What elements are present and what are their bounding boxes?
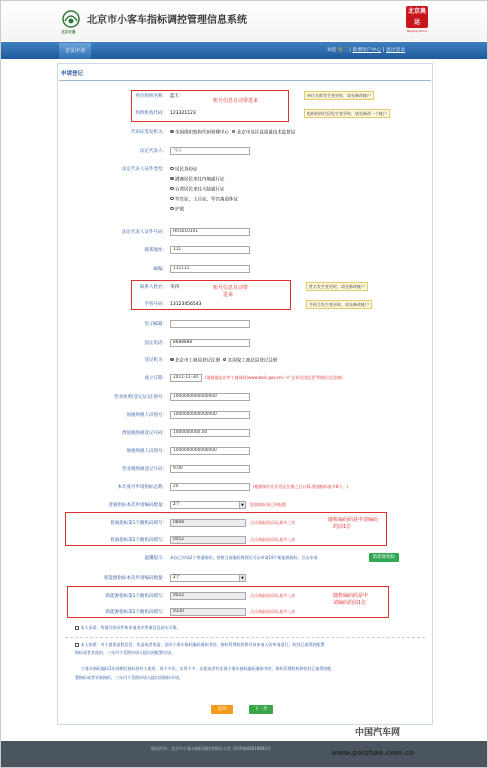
contact-value: 李四	[170, 285, 179, 290]
nav-sep: |	[349, 48, 351, 53]
reg-org-opt1: 北京市工商局登记注册	[175, 358, 220, 364]
section-title: 申请登记	[61, 71, 84, 77]
quota-label: 本年度可申请指标总数：	[117, 485, 167, 490]
normal2-input[interactable]: 0452	[170, 536, 246, 544]
code-agency-opt2: 北京市及区县质量技术监督局	[236, 130, 296, 136]
address-label: 联系地址：	[144, 248, 167, 253]
address-input[interactable]: 111	[170, 246, 250, 254]
footer-text: 版权所有：北京市小客车指标调控管理办公室 京ICP备06018692号	[151, 746, 272, 751]
org-code-value: 123321123	[170, 111, 196, 116]
id-type-radio-4[interactable]	[170, 207, 174, 211]
code-agency-label: 代码证签发机关：	[131, 130, 167, 135]
annotation-auto2b: 进来	[223, 292, 234, 298]
phone-label: 固定电话：	[144, 341, 167, 346]
normal-count-select[interactable]	[170, 501, 246, 509]
agreement-1-checkbox[interactable]	[75, 626, 79, 630]
ne1-label: 新能源指标第1个随机码填写：	[105, 594, 167, 599]
phone-input[interactable]: 8888888	[170, 339, 250, 347]
id-type-opt-label: 居民身份证	[175, 167, 198, 173]
company-name-value: 蓝天	[170, 94, 179, 99]
ne2-input[interactable]: 0330	[170, 608, 246, 616]
mobile-label: 手机号码：	[144, 302, 167, 307]
local-tax-input[interactable]: 1000000000000000	[170, 447, 250, 455]
agreement-1-text: 本人承诺：所填写的证件和申请表中所填信息真实可靠。	[80, 625, 181, 630]
id-type-opt-label: 护照	[175, 207, 184, 213]
header	[1, 1, 487, 41]
biz-tax-label: 营业税纳税登记号码：	[122, 467, 167, 472]
id-type-opt-0	[170, 167, 198, 173]
code-agency-radio-1[interactable]	[170, 130, 174, 134]
warm-tip-label: 温馨提示：	[144, 556, 167, 561]
email-input[interactable]	[170, 320, 250, 328]
id-no-input[interactable]: H01010101	[170, 228, 250, 236]
est-date-input[interactable]: 2011-11-30	[170, 374, 202, 382]
system-title: 北京市小客车指标调控管理信息系统	[87, 15, 247, 26]
postcode-input[interactable]: 111111	[170, 265, 250, 273]
agreement-2-line1: 本人知悉：对于提供虚假信息，伪造或者变造、涂改小客车指标编码通知书的，指标管理机构将对该申请人的申请进行，收回已取得的配置	[80, 642, 325, 647]
annotation-rand2b: 请编码的前1位	[333, 600, 367, 606]
est-date-label: 成立日期：	[144, 376, 167, 381]
nav-bar	[1, 42, 487, 59]
watermark-1: 中国汽车网	[355, 728, 401, 738]
watermark-2: www.paizhao.com.cn	[331, 749, 415, 757]
next-button[interactable]: 下一步	[249, 705, 273, 714]
mobile-hint: 手机号发生变更时，请先修改帐户	[306, 300, 372, 309]
id-type-radio-1[interactable]	[170, 177, 174, 181]
olympic-seal	[405, 6, 429, 38]
mobile-value: 13123456543	[170, 302, 202, 307]
id-type-radio-0[interactable]	[170, 167, 174, 171]
tab-apply[interactable]: 首页申请	[59, 43, 91, 59]
agreement-2-line3: 小客车指标编码1年到期后指标持有人使用，尚不多次，实用不多，出租或者有出借小客车指标编码通知书的，指标管理机构将收回已取得的配	[81, 666, 332, 671]
id-type-label: 法定代表人证件类型：	[122, 167, 167, 172]
ne-count-label: 新能源指标本次申请编码数量：	[104, 576, 167, 581]
logo-icon	[61, 9, 81, 29]
nav-logout-link[interactable]: 退出登录	[385, 48, 406, 53]
chevron-down-icon: ▼	[239, 502, 245, 508]
normal1-label: 普通指标第1个随机码填写：	[110, 521, 167, 526]
annotation-rand1: 随机编码码是申请编码	[328, 517, 379, 523]
postcode-label: 邮编：	[153, 267, 167, 272]
annotation-rand1b: 的前1位	[333, 524, 352, 530]
id-type-radio-3[interactable]	[170, 197, 174, 201]
normal-count-value: 2个	[173, 502, 181, 507]
nat-tax-label: 国税纳税人识别号：	[126, 413, 167, 418]
company-name-label: 单位组织名称：	[135, 94, 167, 99]
reg-org-opt2: 在国家工商总局登记注册	[227, 358, 278, 364]
seal-sub: Beijing China	[407, 29, 427, 33]
section-divider	[59, 80, 431, 81]
footer-bar	[1, 741, 487, 767]
nav-user: 张三	[338, 48, 348, 53]
reg-org-options	[170, 358, 277, 364]
nav-user-center-link[interactable]: 新增用户中心	[352, 48, 382, 53]
legal-rep-input[interactable]: 马云	[170, 147, 250, 155]
warm-tip-text: 本次已申请2个普通指标，按照当前编码规则还可以申请19个新能源指标，点击申请	[170, 555, 318, 560]
id-type-opt-label: 台湾居民来往大陆通行证	[175, 187, 225, 193]
id-no-label: 法定代表人证件号码：	[122, 230, 167, 235]
agreement-1	[75, 626, 181, 631]
ne1-hint[interactable]: 点击获取验证码,最多三次	[250, 593, 296, 598]
id-type-opt-3	[170, 197, 238, 203]
ne2-label: 新能源指标第2个随机码填写：	[105, 610, 167, 615]
annotation-auto2: 账号信息自动带	[213, 285, 249, 291]
agreement-divider	[65, 637, 425, 638]
nat-tax-input[interactable]: 1000000000000000	[170, 411, 250, 419]
org-code-hint: 组织机构代码发生变更时，请先修改一个帐户	[304, 109, 390, 118]
contact-label: 联系人姓名：	[140, 285, 167, 290]
normal-count-label: 普通指标本次申请编码数量：	[108, 503, 167, 508]
legal-rep-label: 法定代表人：	[140, 149, 167, 154]
logo	[61, 9, 81, 35]
company-name-hint: 单位名称发生变更时，请先修改帐户	[304, 91, 374, 100]
normal2-label: 普通指标第2个随机码填写：	[110, 538, 167, 543]
nav-welcome	[327, 48, 405, 54]
chevron-down-icon: ▼	[239, 575, 245, 581]
id-type-radio-2[interactable]	[170, 187, 174, 191]
ne-count-select[interactable]	[170, 574, 246, 582]
agreement-2-line4: 置指标或者更新指标，三年内不受理申请人提出的指标申请。	[75, 675, 183, 680]
nav-sep: |	[382, 48, 385, 53]
ne-count-value: 2个	[173, 575, 181, 580]
quota-input[interactable]: 20	[170, 483, 250, 491]
tax-cert-label: 增值税纳税登记号码：	[122, 431, 167, 436]
reg-org-radio-2[interactable]	[223, 358, 227, 362]
id-type-opt-label: 港澳居民来往内地通行证	[175, 177, 225, 183]
normal-count-note: 您如填本表已申报数	[250, 502, 286, 507]
agreement-2-line2: 指标或者其他的，三年内不受理申请人提出的配置申请。	[75, 650, 175, 655]
id-type-opt-2	[170, 187, 225, 193]
local-tax-label: 地税纳税人识别号：	[126, 449, 167, 454]
ne1-input[interactable]: 0022	[170, 592, 246, 600]
code-agency-options	[170, 130, 295, 136]
new-energy-button[interactable]: 新能源指标	[369, 553, 399, 562]
tax-cert-input[interactable]: 1000000000.00	[170, 429, 250, 437]
biz-tax-input[interactable]: 9.00	[170, 465, 250, 473]
code-agency-radio-2[interactable]	[232, 130, 236, 134]
normal1-input[interactable]: 0808	[170, 519, 246, 527]
est-date-note: (请根据北京市工商网站(www.baic.gov.cn)-->"企业信用信息"的相应信息填)	[205, 375, 343, 380]
biz-lic-input[interactable]: 1000000000000000	[170, 393, 250, 401]
biz-lic-label: 营业执照(登记证)注册号：	[113, 395, 167, 400]
annotation-auto1: 账号信息自动带进来	[213, 98, 259, 104]
code-agency-opt1: 全国组织机构代码管理中心	[175, 130, 229, 136]
agreement-2-checkbox[interactable]	[75, 643, 79, 647]
reg-org-radio-1[interactable]	[170, 358, 174, 362]
annotation-rand2: 随机编码码是申	[333, 593, 369, 599]
agreement-2	[75, 643, 325, 648]
welcome-label: 欢迎	[327, 48, 337, 53]
seal-stamp: 北京奥运	[407, 8, 426, 26]
ne2-hint[interactable]: 点击获取验证码,最多三次	[250, 609, 296, 614]
org-code-label: 组织机构代码：	[135, 111, 167, 116]
reg-org-label: 登记机关：	[144, 358, 167, 363]
normal2-hint[interactable]: 点击获取验证码,最多三次	[250, 537, 296, 542]
quota-note: (根据单位在京登记注册之日计算,普通指标最多8个。)	[253, 484, 348, 489]
id-type-opt-4	[170, 207, 184, 213]
contact-hint: 姓名发生变更时，请先修改帐户	[306, 282, 368, 291]
logo-text: 北京交通	[61, 30, 76, 34]
email-label: 电子邮箱：	[144, 322, 167, 327]
back-button[interactable]: 返回	[211, 705, 233, 714]
normal1-hint[interactable]: 点击获取验证码,最多三次	[250, 520, 296, 525]
id-type-opt-label: 军官证、士兵证、军官离退休证	[175, 197, 238, 203]
id-type-opt-1	[170, 177, 225, 183]
